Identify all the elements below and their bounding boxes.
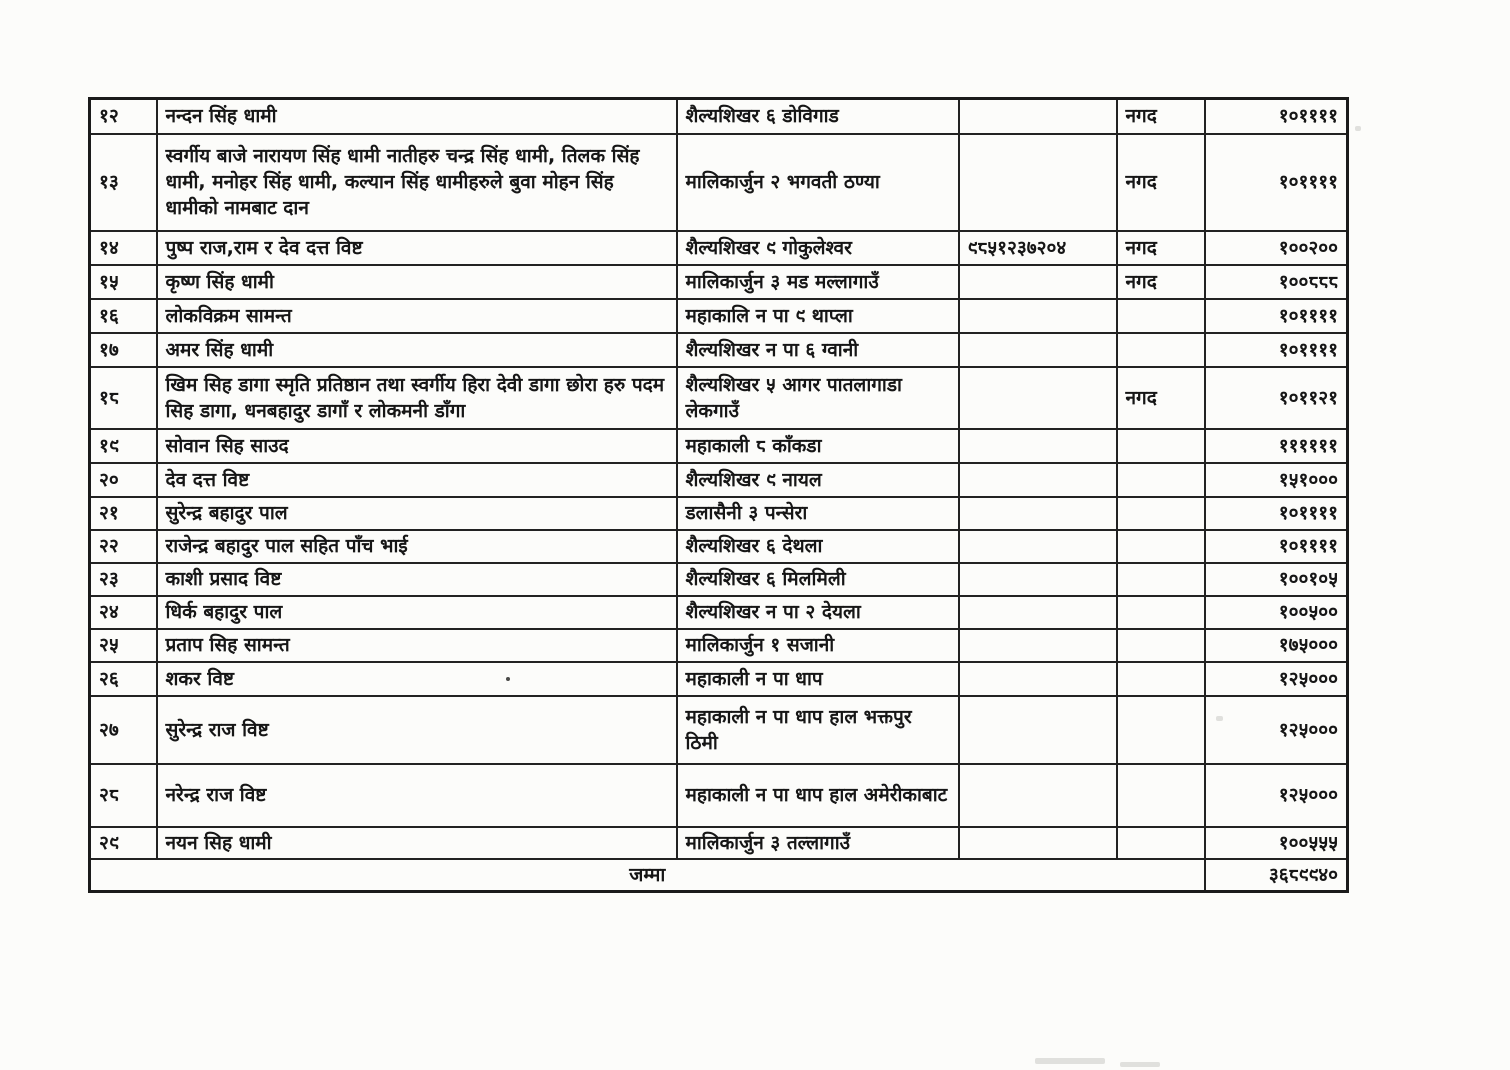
address-cell: मालिकार्जुन १ सजानी — [677, 629, 959, 662]
phone-cell — [959, 99, 1117, 134]
name-cell: खिम सिह डागा स्मृति प्रतिष्ठान तथा स्वर्गीय हिरा देवी डागा छोरा हरु पदम सिह डागा, धनबहादुर डागाँ र लोकमनी डाँगा — [157, 367, 677, 429]
payment-cell: नगद — [1117, 134, 1205, 231]
serial-cell: २१ — [90, 497, 157, 530]
table-row — [90, 530, 1348, 563]
address-cell: मालिकार्जुन ३ तल्लागाउँ — [677, 827, 959, 859]
table-row — [90, 764, 1348, 827]
table-row — [90, 99, 1348, 134]
phone-cell — [959, 265, 1117, 299]
amount-cell: १२५००० — [1205, 662, 1348, 696]
serial-cell: १७ — [90, 333, 157, 367]
payment-cell — [1117, 497, 1205, 530]
serial-cell: २२ — [90, 530, 157, 563]
phone-cell — [959, 134, 1117, 231]
amount-cell: १००१०५ — [1205, 563, 1348, 596]
scan-smudge — [1216, 716, 1223, 721]
amount-cell: १०११२१ — [1205, 367, 1348, 429]
name-cell: लोकविक्रम सामन्त — [157, 299, 677, 333]
serial-cell: १८ — [90, 367, 157, 429]
payment-cell — [1117, 764, 1205, 827]
payment-cell — [1117, 662, 1205, 696]
address-cell: डलासैनी ३ पन्सेरा — [677, 497, 959, 530]
phone-cell — [959, 463, 1117, 497]
address-cell: शैल्यशिखर ५ आगर पातलागाडा लेकगाउँ — [677, 367, 959, 429]
amount-cell: १२५००० — [1205, 764, 1348, 827]
amount-cell: १००२०० — [1205, 231, 1348, 265]
amount-cell: १००८८८ — [1205, 265, 1348, 299]
table-row — [90, 629, 1348, 662]
serial-cell: १९ — [90, 429, 157, 463]
serial-cell: २० — [90, 463, 157, 497]
scan-smudge — [1035, 1058, 1105, 1064]
phone-cell — [959, 333, 1117, 367]
table-row — [90, 827, 1348, 859]
table-row — [90, 231, 1348, 265]
payment-cell: नगद — [1117, 231, 1205, 265]
amount-cell: १७५००० — [1205, 629, 1348, 662]
payment-cell — [1117, 596, 1205, 629]
table-row — [90, 367, 1348, 429]
payment-cell — [1117, 827, 1205, 859]
payment-cell: नगद — [1117, 265, 1205, 299]
payment-cell — [1117, 696, 1205, 764]
phone-cell — [959, 429, 1117, 463]
address-cell: शैल्यशिखर ६ डोविगाड — [677, 99, 959, 134]
name-cell: देव दत्त विष्ट — [157, 463, 677, 497]
serial-cell: १२ — [90, 99, 157, 134]
payment-cell — [1117, 563, 1205, 596]
table-row — [90, 696, 1348, 764]
address-cell: शैल्यशिखर ९ नायल — [677, 463, 959, 497]
scan-smudge — [1120, 1062, 1160, 1067]
name-cell: सुरेन्द्र राज विष्ट — [157, 696, 677, 764]
amount-cell: १०११११ — [1205, 333, 1348, 367]
table-row — [90, 299, 1348, 333]
address-cell: शैल्यशिखर न पा २ देयला — [677, 596, 959, 629]
address-cell: शैल्यशिखर ९ गोकुलेश्वर — [677, 231, 959, 265]
name-cell: स्वर्गीय बाजे नारायण सिंह धामी नातीहरु चन्द्र सिंह धामी, तिलक सिंह धामी, मनोहर सिंह धामी, कल्यान सिंह धामीहरुले बुवा मोहन सिंह धामीको नामबाट दान — [157, 134, 677, 231]
payment-cell — [1117, 333, 1205, 367]
scan-speck — [506, 677, 510, 681]
serial-cell: २३ — [90, 563, 157, 596]
serial-cell: १३ — [90, 134, 157, 231]
table-row — [90, 563, 1348, 596]
name-cell: धिर्क बहादुर पाल — [157, 596, 677, 629]
phone-cell — [959, 596, 1117, 629]
scan-smudge — [1355, 126, 1361, 131]
name-cell: नन्दन सिंह धामी — [157, 99, 677, 134]
phone-cell: ९८५१२३७२०४ — [959, 231, 1117, 265]
serial-cell: २५ — [90, 629, 157, 662]
address-cell: महाकाली न पा धाप — [677, 662, 959, 696]
table-row — [90, 596, 1348, 629]
name-cell: पुष्प राज,राम र देव दत्त विष्ट — [157, 231, 677, 265]
table-row — [90, 662, 1348, 696]
amount-cell: १००५०० — [1205, 596, 1348, 629]
name-cell: शकर विष्ट — [157, 662, 677, 696]
amount-cell: १०११११ — [1205, 497, 1348, 530]
phone-cell — [959, 530, 1117, 563]
serial-cell: २६ — [90, 662, 157, 696]
total-row — [90, 859, 1348, 892]
address-cell: महाकाली ८ काँकडा — [677, 429, 959, 463]
amount-cell: ११११११ — [1205, 429, 1348, 463]
donation-table — [88, 97, 1349, 893]
name-cell: अमर सिंह धामी — [157, 333, 677, 367]
amount-cell: १००५५५ — [1205, 827, 1348, 859]
table-row — [90, 429, 1348, 463]
table-row — [90, 333, 1348, 367]
serial-cell: २४ — [90, 596, 157, 629]
name-cell: नरेन्द्र राज विष्ट — [157, 764, 677, 827]
total-label: जम्मा — [90, 859, 1205, 892]
serial-cell: १६ — [90, 299, 157, 333]
payment-cell — [1117, 299, 1205, 333]
phone-cell — [959, 827, 1117, 859]
total-amount-cell: ३६८९९४० — [1205, 859, 1348, 892]
phone-cell — [959, 563, 1117, 596]
serial-cell: २७ — [90, 696, 157, 764]
serial-cell: १५ — [90, 265, 157, 299]
phone-cell — [959, 367, 1117, 429]
name-cell: नयन सिह धामी — [157, 827, 677, 859]
phone-cell — [959, 497, 1117, 530]
payment-cell — [1117, 463, 1205, 497]
address-cell: शैल्यशिखर ६ मिलमिली — [677, 563, 959, 596]
amount-cell: १०११११ — [1205, 530, 1348, 563]
phone-cell — [959, 299, 1117, 333]
address-cell: शैल्यशिखर न पा ६ ग्वानी — [677, 333, 959, 367]
table-row — [90, 497, 1348, 530]
phone-cell — [959, 629, 1117, 662]
table-row — [90, 265, 1348, 299]
table-row — [90, 463, 1348, 497]
name-cell: कृष्ण सिंह धामी — [157, 265, 677, 299]
phone-cell — [959, 696, 1117, 764]
serial-cell: २८ — [90, 764, 157, 827]
payment-cell — [1117, 629, 1205, 662]
payment-cell — [1117, 429, 1205, 463]
name-cell: सुरेन्द्र बहादुर पाल — [157, 497, 677, 530]
payment-cell: नगद — [1117, 367, 1205, 429]
amount-cell: १०११११ — [1205, 99, 1348, 134]
name-cell: सोवान सिह साउद — [157, 429, 677, 463]
address-cell: शैल्यशिखर ६ देथला — [677, 530, 959, 563]
payment-cell — [1117, 530, 1205, 563]
amount-cell: १५१००० — [1205, 463, 1348, 497]
address-cell: महाकाली न पा धाप हाल भक्तपुर ठिमी — [677, 696, 959, 764]
amount-cell: १२५००० — [1205, 696, 1348, 764]
amount-cell: १०११११ — [1205, 299, 1348, 333]
serial-cell: १४ — [90, 231, 157, 265]
name-cell: राजेन्द्र बहादुर पाल सहित पाँच भाई — [157, 530, 677, 563]
payment-cell: नगद — [1117, 99, 1205, 134]
amount-cell: १०११११ — [1205, 134, 1348, 231]
phone-cell — [959, 662, 1117, 696]
address-cell: मालिकार्जुन ३ मड मल्लागाउँ — [677, 265, 959, 299]
table-row — [90, 134, 1348, 231]
name-cell: प्रताप सिह सामन्त — [157, 629, 677, 662]
serial-cell: २९ — [90, 827, 157, 859]
phone-cell — [959, 764, 1117, 827]
address-cell: महाकाली न पा धाप हाल अमेरीकाबाट — [677, 764, 959, 827]
name-cell: काशी प्रसाद विष्ट — [157, 563, 677, 596]
address-cell: महाकालि न पा ९ थाप्ला — [677, 299, 959, 333]
address-cell: मालिकार्जुन २ भगवती ठण्या — [677, 134, 959, 231]
